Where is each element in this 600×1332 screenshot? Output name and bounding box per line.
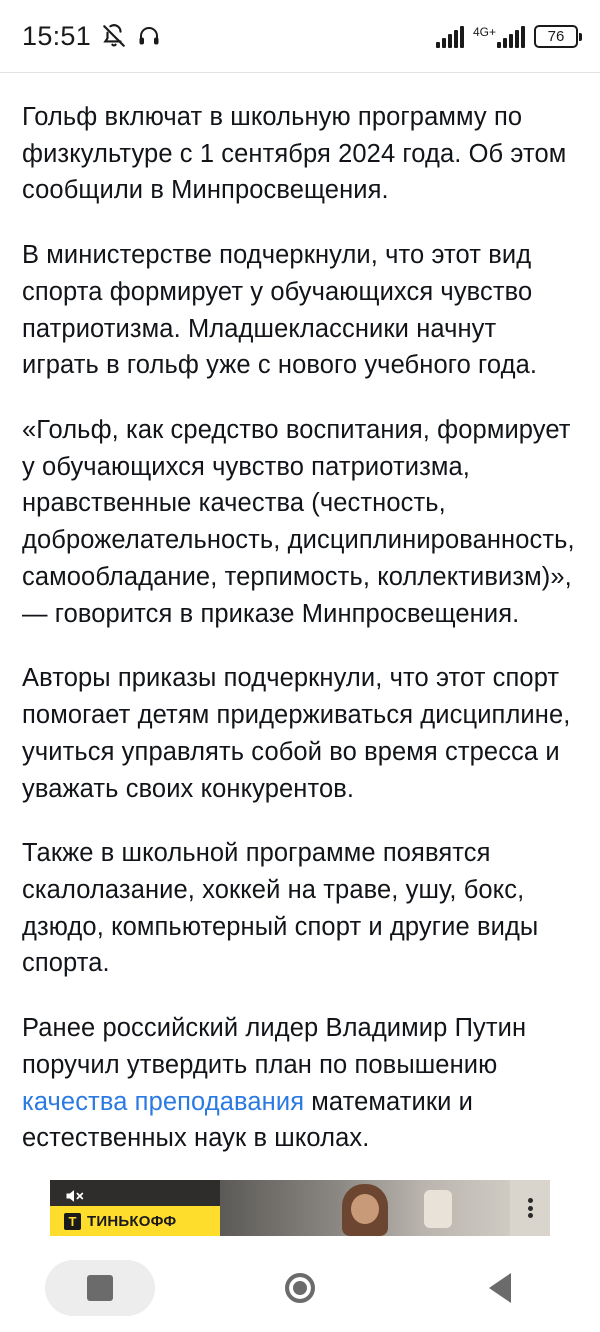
article-paragraph: Гольф включат в школьную программу по физкультуре с 1 сентября 2024 года. Об этом сообщили в Минпросвещения.: [22, 103, 567, 205]
circle-icon: [285, 1273, 315, 1303]
ad-video-area[interactable]: [220, 1180, 510, 1236]
article-paragraph: «Гольф, как средство воспитания, формирует у обучающихся чувство патриотизма, нравственные качества (честность, доброжелательность, дисциплинированность, самообладание, терпимость, коллективизм)», — говорится в приказе Минпросвещения.: [22, 416, 575, 628]
article-paragraph-with-link: [22, 1010, 578, 1157]
status-bar-right: [436, 25, 578, 48]
ad-person-figure: [342, 1184, 388, 1236]
signal-strength-icon-1: [436, 26, 464, 48]
article-paragraph: Также в школьной программе появятся скалолазание, хоккей на траве, ушу, бокс, дзюдо, компьютерный спорт и другие виды спорта.: [22, 839, 539, 978]
battery-level-label: 76: [547, 27, 565, 45]
ad-object-shape: [424, 1190, 452, 1228]
ad-banner[interactable]: [50, 1180, 550, 1236]
status-bar: [0, 0, 600, 72]
home-button[interactable]: [245, 1260, 355, 1316]
ad-brand-name: ТИНЬКОФФ: [87, 1212, 177, 1230]
inline-link[interactable]: качества преподавания: [22, 1087, 305, 1116]
signal-strength-group-2: [473, 26, 525, 48]
ad-brand-panel[interactable]: [50, 1180, 220, 1236]
headphones-icon: [137, 24, 161, 48]
status-bar-left: [22, 21, 161, 52]
article-body: [0, 73, 600, 1157]
recents-button[interactable]: [45, 1260, 155, 1316]
paragraph-text-after-link: математики и естественных наук в школах.: [22, 1087, 474, 1153]
network-type-label: 4G+: [472, 24, 496, 39]
speaker-muted-icon[interactable]: [62, 1186, 86, 1206]
ad-brand-mark: Т: [64, 1213, 81, 1230]
paragraph-text-before-link: Ранее российский лидер Владимир Путин поручил утвердить план по повышению: [22, 1014, 527, 1079]
article-paragraph: Авторы приказы подчеркнули, что этот спорт помогает детям придерживаться дисциплине, учиться управлять собой во время стресса и уважать своих конкурентов.: [22, 664, 571, 803]
square-icon: [87, 1275, 113, 1301]
battery-icon: [534, 25, 578, 48]
mute-bell-icon: [101, 23, 127, 49]
more-options-icon[interactable]: [510, 1180, 550, 1236]
status-clock: 15:51: [22, 20, 92, 51]
article-paragraph: В министерстве подчеркнули, что этот вид спорта формирует у обучающихся чувство патриотизма. Младшеклассники начнут играть в гольф уже с нового учебного года.: [22, 241, 538, 380]
signal-strength-icon-2: [497, 26, 525, 48]
triangle-back-icon: [489, 1273, 511, 1303]
back-button[interactable]: [445, 1260, 555, 1316]
ad-brand-bar: [50, 1206, 220, 1236]
system-navigation-bar: [0, 1244, 600, 1332]
